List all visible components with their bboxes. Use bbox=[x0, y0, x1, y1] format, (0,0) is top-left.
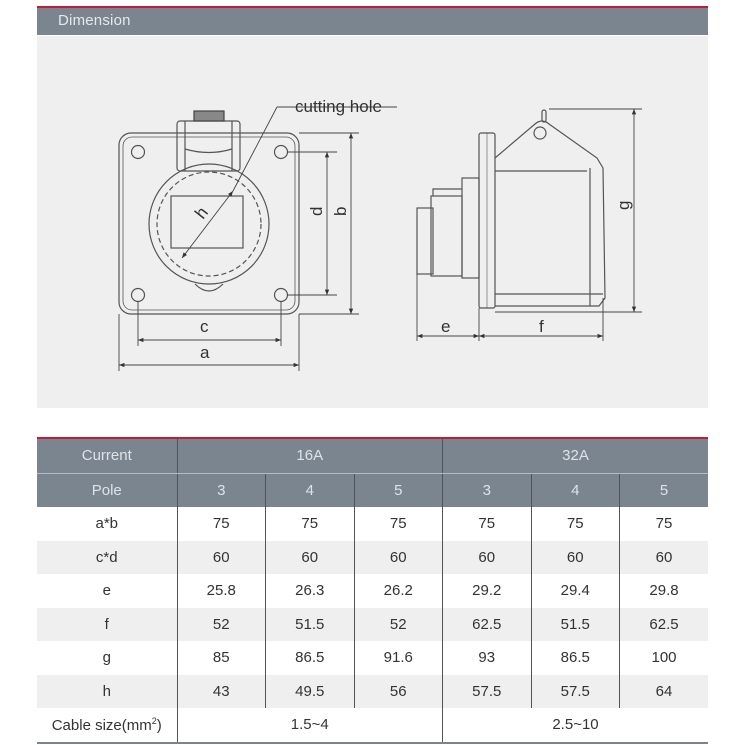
table-cell: 25.8 bbox=[177, 574, 266, 608]
front-view bbox=[119, 111, 299, 314]
front-dimensions bbox=[119, 107, 397, 371]
row-label: a*b bbox=[95, 515, 119, 533]
cable-size-label bbox=[37, 708, 177, 743]
front-plate bbox=[119, 133, 299, 314]
table-cell: 29.2 bbox=[443, 574, 532, 608]
label-e: e bbox=[441, 317, 451, 336]
row-label: c*d bbox=[37, 541, 177, 575]
table-cell: 93 bbox=[443, 641, 532, 675]
label-h: h bbox=[191, 203, 212, 223]
pole-cell: 3 bbox=[177, 473, 266, 507]
table-cell: 57.5 bbox=[443, 675, 532, 709]
mount-hole bbox=[275, 146, 288, 159]
table-cell: 56 bbox=[354, 675, 443, 709]
table-cell: 75 bbox=[531, 507, 620, 541]
table-row bbox=[37, 608, 708, 642]
table-cell: 43 bbox=[177, 675, 266, 709]
table-cell: 86.5 bbox=[531, 641, 620, 675]
table-cell: 75 bbox=[266, 507, 355, 541]
table-row bbox=[37, 675, 708, 709]
table-cell: 85 bbox=[177, 641, 266, 675]
cable-size-sup: 2 bbox=[151, 715, 157, 726]
table-cell: 29.8 bbox=[620, 574, 709, 608]
side-view bbox=[417, 110, 605, 308]
socket-body bbox=[431, 196, 462, 276]
pole-cell: 5 bbox=[354, 473, 443, 507]
table-cell: 62.5 bbox=[620, 608, 709, 642]
socket-collar bbox=[462, 178, 479, 278]
table-cell: 60 bbox=[620, 541, 709, 575]
dimension-table bbox=[37, 437, 708, 744]
mount-hole bbox=[275, 289, 288, 302]
section-title: Dimension bbox=[58, 12, 131, 29]
current-header-row bbox=[37, 438, 708, 473]
table-cell: 60 bbox=[177, 541, 266, 575]
cable-size-16a: 1.5~4 bbox=[177, 708, 443, 743]
cable-size-text: Cable size(mm bbox=[51, 716, 152, 734]
table-cell: 52 bbox=[354, 608, 443, 642]
cable-size-32a: 2.5~10 bbox=[443, 708, 709, 743]
socket-ring bbox=[149, 164, 269, 284]
row-label: f bbox=[37, 608, 177, 642]
row-label: h bbox=[37, 675, 177, 709]
table-cell: 51.5 bbox=[266, 608, 355, 642]
table-cell: 91.6 bbox=[354, 641, 443, 675]
cable-size-row bbox=[37, 708, 708, 743]
table-cell: 52 bbox=[177, 608, 266, 642]
table-cell: 60 bbox=[354, 541, 443, 575]
table-row bbox=[37, 574, 708, 608]
table-cell: 86.5 bbox=[266, 641, 355, 675]
table-cell: 26.3 bbox=[266, 574, 355, 608]
label-d: d bbox=[307, 206, 326, 216]
table-cell: 60 bbox=[531, 541, 620, 575]
table-cell: 100 bbox=[620, 641, 709, 675]
lid-latch bbox=[194, 111, 224, 121]
table-cell: 49.5 bbox=[266, 675, 355, 709]
table-cell: 60 bbox=[443, 541, 532, 575]
side-body bbox=[495, 121, 605, 306]
dimension-drawing bbox=[37, 36, 708, 408]
label-c: c bbox=[200, 317, 209, 336]
label-f: f bbox=[539, 317, 544, 336]
table-cell: 75 bbox=[443, 507, 532, 541]
current-16a: 16A bbox=[177, 438, 443, 473]
pole-cell: 4 bbox=[266, 473, 355, 507]
row-label: e bbox=[102, 582, 111, 600]
mount-hole bbox=[132, 146, 145, 159]
table-cell: 64 bbox=[620, 675, 709, 709]
current-32a: 32A bbox=[443, 438, 709, 473]
pole-header-label: Pole bbox=[37, 473, 177, 507]
table-row bbox=[37, 641, 708, 675]
mount-hole bbox=[132, 289, 145, 302]
current-header-label: Current bbox=[37, 438, 177, 473]
pole-cell: 4 bbox=[531, 473, 620, 507]
table-cell: 57.5 bbox=[531, 675, 620, 709]
dimension-header bbox=[37, 6, 708, 35]
cable-size-close: ) bbox=[156, 716, 162, 734]
table-cell: 26.2 bbox=[354, 574, 443, 608]
hinge-pin bbox=[534, 127, 546, 139]
table-cell: 60 bbox=[266, 541, 355, 575]
table-cell: 75 bbox=[177, 507, 266, 541]
table-row bbox=[37, 507, 708, 541]
table-cell: 29.4 bbox=[531, 574, 620, 608]
table-row bbox=[37, 541, 708, 575]
label-g: g bbox=[614, 200, 633, 210]
technical-drawing bbox=[37, 36, 708, 408]
table-cell: 51.5 bbox=[531, 608, 620, 642]
socket-window bbox=[171, 196, 243, 248]
table-cell: 75 bbox=[620, 507, 709, 541]
label-b: b bbox=[331, 206, 350, 216]
pole-cell: 3 bbox=[443, 473, 532, 507]
cutting-hole-label: cutting hole bbox=[295, 97, 382, 116]
label-a: a bbox=[200, 343, 210, 362]
pole-cell: 5 bbox=[620, 473, 709, 507]
table-cell: 75 bbox=[354, 507, 443, 541]
table-cell: 62.5 bbox=[443, 608, 532, 642]
cutting-hole-outline bbox=[157, 172, 261, 276]
pole-header-row bbox=[37, 473, 708, 507]
row-label: g bbox=[102, 649, 111, 667]
